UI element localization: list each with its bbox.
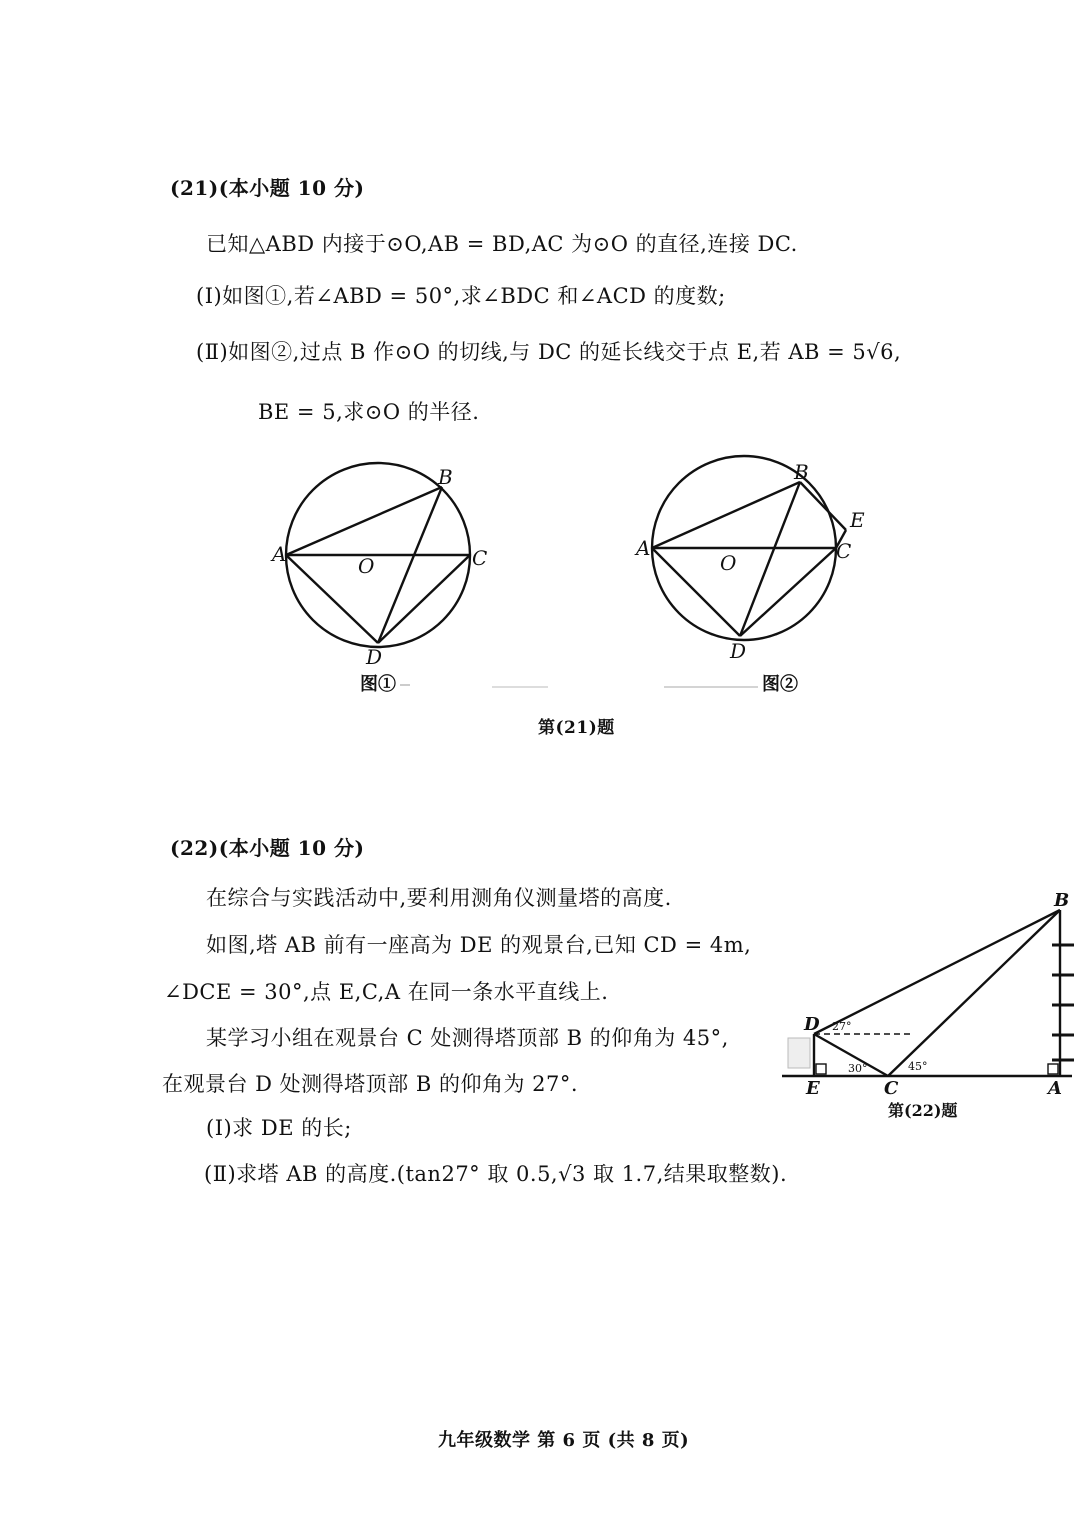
q22-header: (22)(本小题 10 分) (170, 836, 365, 860)
label-c: C (472, 546, 488, 570)
right-angle-e (816, 1064, 826, 1074)
sightline-cb (888, 910, 1060, 1076)
label-a: A (1048, 1078, 1062, 1099)
label-c: C (884, 1078, 899, 1099)
q22-line4: 某学习小组在观景台 C 处测得塔顶部 B 的仰角为 45°, (206, 1026, 729, 1050)
q22-line1: 在综合与实践活动中,要利用测角仪测量塔的高度. (206, 886, 672, 910)
q22-line3: ∠DCE = 30°,点 E,C,A 在同一条水平直线上. (164, 980, 609, 1004)
q21-header: (21)(本小题 10 分) (170, 176, 365, 200)
q21-part1: (Ⅰ)如图①,若∠ABD = 50°,求∠BDC 和∠ACD 的度数; (196, 284, 726, 308)
label-e: E (850, 508, 865, 532)
label-b: B (438, 465, 453, 489)
q22-figure-caption: 第(22)题 (888, 1101, 958, 1120)
tower-marks (1052, 945, 1074, 1060)
fig2-caption: 图② (762, 674, 798, 695)
fig1-caption: 图① (360, 674, 396, 695)
right-angle-a (1048, 1064, 1058, 1074)
label-b: B (1054, 890, 1070, 911)
q21-stem: 已知△ABD 内接于⊙O,AB = BD,AC 为⊙O 的直径,连接 DC. (206, 232, 798, 256)
label-c: C (836, 539, 852, 563)
label-a: A (272, 542, 287, 566)
q21-part2-line2: BE = 5,求⊙O 的半径. (258, 400, 480, 424)
q22-part2: (Ⅱ)求塔 AB 的高度.(tan27° 取 0.5,√3 取 1.7,结果取整数). (204, 1162, 788, 1186)
label-e: E (806, 1078, 820, 1099)
sightline-db (814, 910, 1060, 1034)
q22-line2: 如图,塔 AB 前有一座高为 DE 的观景台,已知 CD = 4m, (206, 933, 752, 957)
label-a: A (636, 536, 651, 560)
q21-figure-caption: 第(21)题 (538, 718, 615, 738)
page-footer: 九年级数学 第 6 页 (共 8 页) (438, 1430, 690, 1451)
q22-line5: 在观景台 D 处测得塔顶部 B 的仰角为 27°. (162, 1072, 579, 1096)
platform-shade (788, 1038, 810, 1068)
angle-d: 27° (832, 1020, 852, 1033)
label-o: O (720, 551, 737, 575)
label-d: D (730, 639, 747, 663)
label-d: D (804, 1014, 820, 1035)
q22-part1: (Ⅰ)求 DE 的长; (206, 1116, 352, 1140)
angle-c2: 45° (908, 1060, 928, 1073)
label-o: O (358, 554, 375, 578)
label-d: D (366, 645, 383, 669)
angle-c1: 30° (848, 1062, 868, 1075)
label-b: B (794, 460, 809, 484)
q21-part2-line1: (Ⅱ)如图②,过点 B 作⊙O 的切线,与 DC 的延长线交于点 E,若 AB = 5√6, (196, 340, 902, 364)
